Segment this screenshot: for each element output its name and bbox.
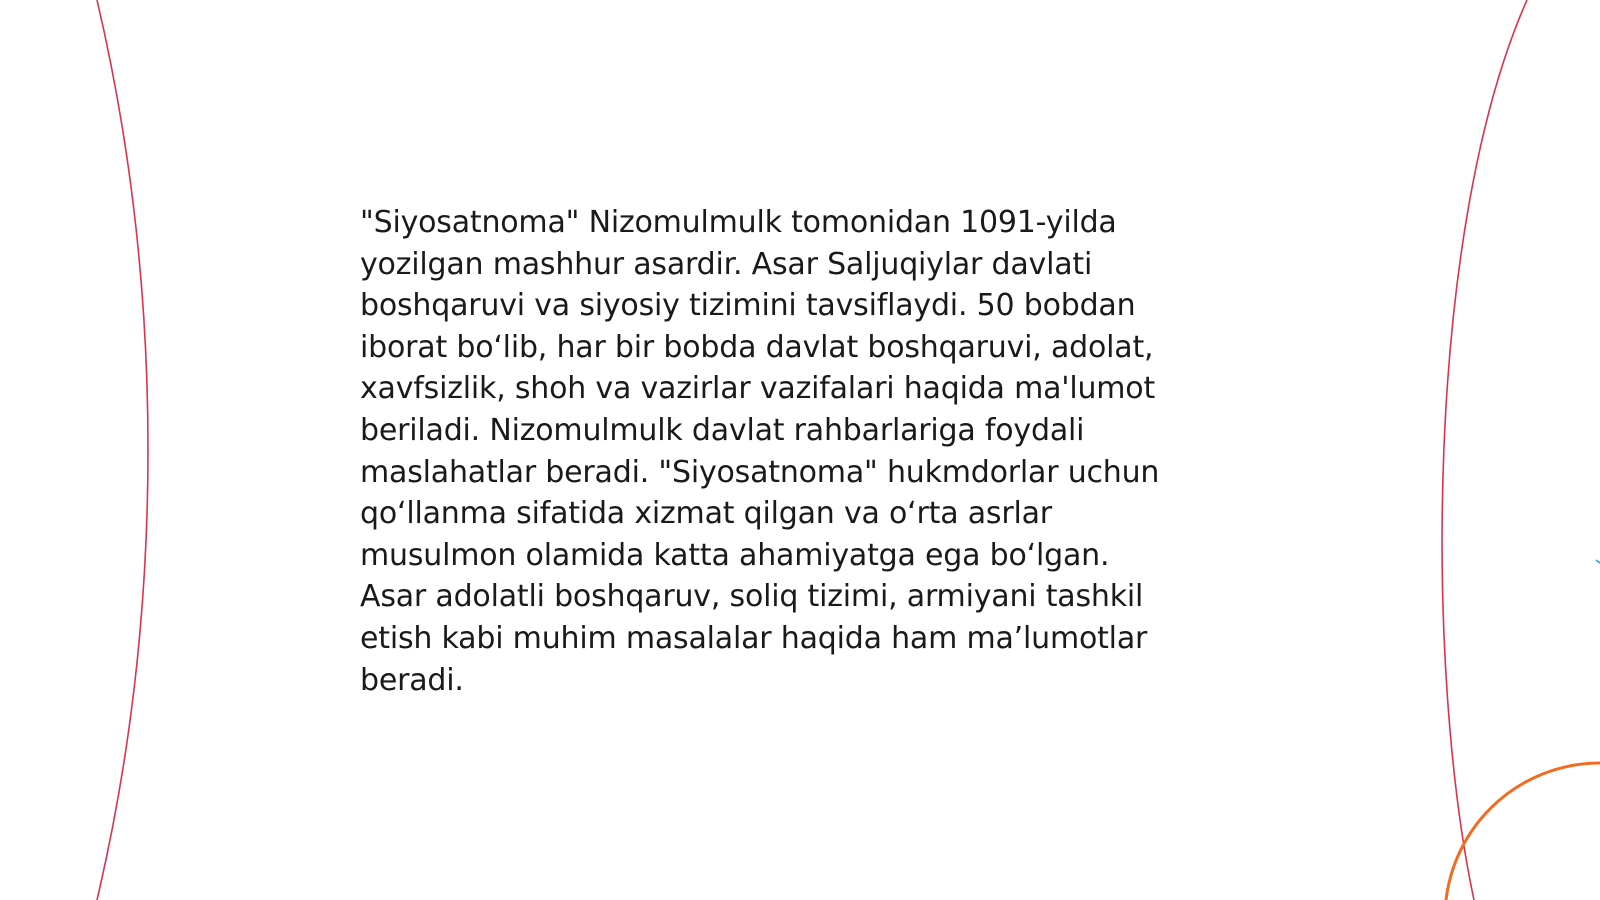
teal-tick xyxy=(1596,560,1600,563)
left-arc xyxy=(97,0,148,900)
body-paragraph: "Siyosatnoma" Nizomulmulk tomonidan 1091-yilda yozilgan mashhur asardir. Asar Saljuqiylar davlati boshqaruvi va siyosiy tizimini tavsiflaydi. 50 bobdan iborat bo‘lib, har bir bobda davlat boshqaruvi, adolat, xavfsizlik, shoh va vazirlar vazifalari haqida ma'lumot beriladi. Nizomulmulk davlat rahbarlariga foydali maslahatlar beradi. "Siyosatnoma" hukmdorlar uchun qo‘llanma sifatida xizmat qilgan va o‘rta asrlar musulmon olamida katta ahamiyatga ega bo‘lgan. Asar adolatli boshqaruv, soliq tizimi, armiyani tashkil etish kabi muhim masalalar haqida ham ma’lumotlar beradi. xyxy=(360,205,1160,698)
right-arc xyxy=(1442,0,1527,900)
orange-circle xyxy=(1445,763,1600,900)
